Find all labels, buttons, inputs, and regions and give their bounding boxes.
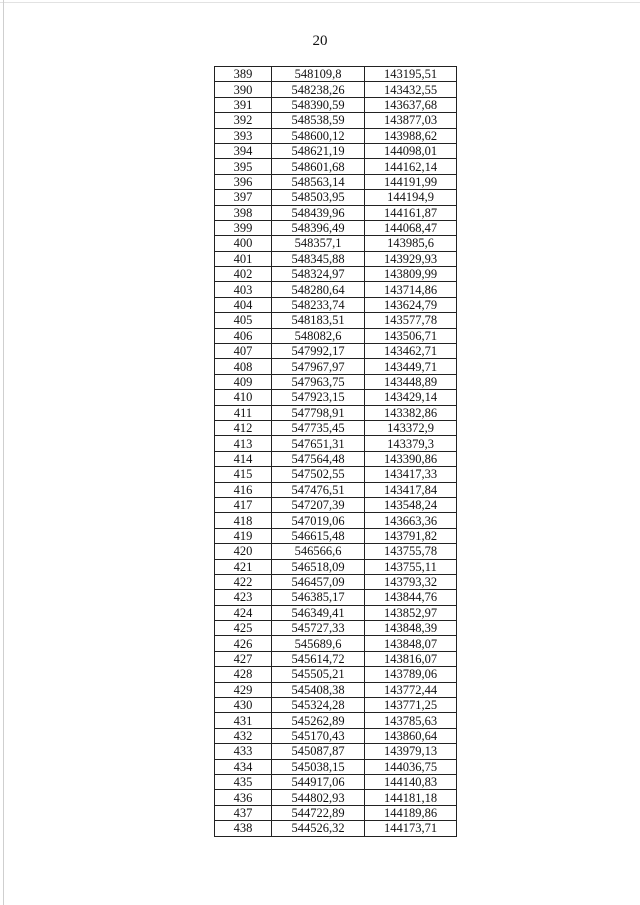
y-coordinate-cell: 143791,82 xyxy=(365,528,457,543)
point-number-cell: 418 xyxy=(215,513,272,528)
table-row xyxy=(215,190,457,205)
point-number-cell: 414 xyxy=(215,451,272,466)
x-coordinate-cell: 548183,51 xyxy=(272,313,365,328)
x-coordinate-cell: 547019,06 xyxy=(272,513,365,528)
point-number-cell: 390 xyxy=(215,82,272,97)
x-coordinate-cell: 548109,8 xyxy=(272,67,365,82)
table-row xyxy=(215,821,457,836)
x-coordinate-cell: 548345,88 xyxy=(272,251,365,266)
table-row xyxy=(215,513,457,528)
table-row xyxy=(215,128,457,143)
point-number-cell: 435 xyxy=(215,774,272,789)
table-row xyxy=(215,113,457,128)
x-coordinate-cell: 545324,28 xyxy=(272,698,365,713)
x-coordinate-cell: 544722,89 xyxy=(272,805,365,820)
point-number-cell: 416 xyxy=(215,482,272,497)
table-row xyxy=(215,574,457,589)
table-row xyxy=(215,467,457,482)
table-row xyxy=(215,482,457,497)
table-row xyxy=(215,236,457,251)
y-coordinate-cell: 143506,71 xyxy=(365,328,457,343)
y-coordinate-cell: 143985,6 xyxy=(365,236,457,251)
table-row xyxy=(215,621,457,636)
y-coordinate-cell: 144098,01 xyxy=(365,143,457,158)
y-coordinate-cell: 144162,14 xyxy=(365,159,457,174)
table-row xyxy=(215,590,457,605)
table-row xyxy=(215,559,457,574)
table-row xyxy=(215,420,457,435)
point-number-cell: 420 xyxy=(215,544,272,559)
point-number-cell: 429 xyxy=(215,682,272,697)
y-coordinate-cell: 143382,86 xyxy=(365,405,457,420)
y-coordinate-cell: 143714,86 xyxy=(365,282,457,297)
table-row xyxy=(215,405,457,420)
table-row xyxy=(215,544,457,559)
point-number-cell: 413 xyxy=(215,436,272,451)
point-number-cell: 423 xyxy=(215,590,272,605)
page-number: 20 xyxy=(312,33,328,49)
point-number-cell: 430 xyxy=(215,698,272,713)
table-row xyxy=(215,436,457,451)
y-coordinate-cell: 143372,9 xyxy=(365,420,457,435)
point-number-cell: 438 xyxy=(215,821,272,836)
x-coordinate-cell: 547476,51 xyxy=(272,482,365,497)
x-coordinate-cell: 548280,64 xyxy=(272,282,365,297)
y-coordinate-cell: 144173,71 xyxy=(365,821,457,836)
y-coordinate-cell: 143432,55 xyxy=(365,82,457,97)
table-row xyxy=(215,774,457,789)
point-number-cell: 415 xyxy=(215,467,272,482)
x-coordinate-cell: 547923,15 xyxy=(272,390,365,405)
point-number-cell: 417 xyxy=(215,497,272,512)
table-row xyxy=(215,744,457,759)
table-row xyxy=(215,67,457,82)
table-row xyxy=(215,790,457,805)
x-coordinate-cell: 545262,89 xyxy=(272,713,365,728)
x-coordinate-cell: 547207,39 xyxy=(272,497,365,512)
y-coordinate-cell: 143929,93 xyxy=(365,251,457,266)
point-number-cell: 402 xyxy=(215,267,272,282)
x-coordinate-cell: 545408,38 xyxy=(272,682,365,697)
point-number-cell: 427 xyxy=(215,651,272,666)
point-number-cell: 421 xyxy=(215,559,272,574)
y-coordinate-cell: 143848,07 xyxy=(365,636,457,651)
x-coordinate-cell: 547963,75 xyxy=(272,374,365,389)
point-number-cell: 409 xyxy=(215,374,272,389)
table-row xyxy=(215,728,457,743)
x-coordinate-cell: 545170,43 xyxy=(272,728,365,743)
y-coordinate-cell: 143195,51 xyxy=(365,67,457,82)
y-coordinate-cell: 143637,68 xyxy=(365,97,457,112)
y-coordinate-cell: 143816,07 xyxy=(365,651,457,666)
x-coordinate-cell: 548621,19 xyxy=(272,143,365,158)
point-number-cell: 431 xyxy=(215,713,272,728)
y-coordinate-cell: 143448,89 xyxy=(365,374,457,389)
point-number-cell: 401 xyxy=(215,251,272,266)
point-number-cell: 392 xyxy=(215,113,272,128)
x-coordinate-cell: 546385,17 xyxy=(272,590,365,605)
x-coordinate-cell: 548396,49 xyxy=(272,220,365,235)
y-coordinate-cell: 144181,18 xyxy=(365,790,457,805)
table-row xyxy=(215,759,457,774)
point-number-cell: 410 xyxy=(215,390,272,405)
y-coordinate-cell: 144036,75 xyxy=(365,759,457,774)
point-number-cell: 399 xyxy=(215,220,272,235)
y-coordinate-cell: 143877,03 xyxy=(365,113,457,128)
x-coordinate-cell: 547502,55 xyxy=(272,467,365,482)
x-coordinate-cell: 548600,12 xyxy=(272,128,365,143)
table-row xyxy=(215,805,457,820)
y-coordinate-cell: 143755,78 xyxy=(365,544,457,559)
y-coordinate-cell: 143548,24 xyxy=(365,497,457,512)
table-row xyxy=(215,143,457,158)
point-number-cell: 433 xyxy=(215,744,272,759)
point-number-cell: 424 xyxy=(215,605,272,620)
point-number-cell: 403 xyxy=(215,282,272,297)
table-row xyxy=(215,313,457,328)
y-coordinate-cell: 144068,47 xyxy=(365,220,457,235)
x-coordinate-cell: 548439,96 xyxy=(272,205,365,220)
table-row xyxy=(215,528,457,543)
y-coordinate-cell: 143429,14 xyxy=(365,390,457,405)
y-coordinate-cell: 143979,13 xyxy=(365,744,457,759)
point-number-cell: 407 xyxy=(215,344,272,359)
y-coordinate-cell: 143772,44 xyxy=(365,682,457,697)
point-number-cell: 425 xyxy=(215,621,272,636)
x-coordinate-cell: 545727,33 xyxy=(272,621,365,636)
table-row xyxy=(215,374,457,389)
x-coordinate-cell: 548563,14 xyxy=(272,174,365,189)
y-coordinate-cell: 143417,84 xyxy=(365,482,457,497)
table-row xyxy=(215,359,457,374)
y-coordinate-cell: 143785,63 xyxy=(365,713,457,728)
y-coordinate-cell: 143449,71 xyxy=(365,359,457,374)
y-coordinate-cell: 143417,33 xyxy=(365,467,457,482)
table-row xyxy=(215,344,457,359)
y-coordinate-cell: 144191,99 xyxy=(365,174,457,189)
y-coordinate-cell: 144140,83 xyxy=(365,774,457,789)
x-coordinate-cell: 548538,59 xyxy=(272,113,365,128)
x-coordinate-cell: 545614,72 xyxy=(272,651,365,666)
table-row xyxy=(215,267,457,282)
table-row xyxy=(215,698,457,713)
point-number-cell: 432 xyxy=(215,728,272,743)
x-coordinate-cell: 547651,31 xyxy=(272,436,365,451)
x-coordinate-cell: 544802,93 xyxy=(272,790,365,805)
point-number-cell: 406 xyxy=(215,328,272,343)
y-coordinate-cell: 144194,9 xyxy=(365,190,457,205)
y-coordinate-cell: 143771,25 xyxy=(365,698,457,713)
y-coordinate-cell: 143793,32 xyxy=(365,574,457,589)
x-coordinate-cell: 548390,59 xyxy=(272,97,365,112)
y-coordinate-cell: 143755,11 xyxy=(365,559,457,574)
point-number-cell: 411 xyxy=(215,405,272,420)
x-coordinate-cell: 548503,95 xyxy=(272,190,365,205)
point-number-cell: 404 xyxy=(215,297,272,312)
table-row xyxy=(215,82,457,97)
point-number-cell: 396 xyxy=(215,174,272,189)
x-coordinate-cell: 545038,15 xyxy=(272,759,365,774)
point-number-cell: 391 xyxy=(215,97,272,112)
x-coordinate-cell: 547992,17 xyxy=(272,344,365,359)
y-coordinate-cell: 143848,39 xyxy=(365,621,457,636)
table-row xyxy=(215,636,457,651)
table-row xyxy=(215,97,457,112)
x-coordinate-cell: 548357,1 xyxy=(272,236,365,251)
point-number-cell: 436 xyxy=(215,790,272,805)
x-coordinate-cell: 547798,91 xyxy=(272,405,365,420)
point-number-cell: 408 xyxy=(215,359,272,374)
table-row xyxy=(215,174,457,189)
y-coordinate-cell: 144161,87 xyxy=(365,205,457,220)
scan-left-edge xyxy=(3,0,4,905)
table-row xyxy=(215,605,457,620)
scan-top-edge xyxy=(0,2,640,3)
x-coordinate-cell: 547564,48 xyxy=(272,451,365,466)
x-coordinate-cell: 545087,87 xyxy=(272,744,365,759)
point-number-cell: 397 xyxy=(215,190,272,205)
x-coordinate-cell: 547967,97 xyxy=(272,359,365,374)
point-number-cell: 394 xyxy=(215,143,272,158)
y-coordinate-cell: 144189,86 xyxy=(365,805,457,820)
y-coordinate-cell: 143860,64 xyxy=(365,728,457,743)
table-row xyxy=(215,651,457,666)
table-row xyxy=(215,497,457,512)
table-row xyxy=(215,451,457,466)
point-number-cell: 437 xyxy=(215,805,272,820)
table-row xyxy=(215,682,457,697)
table-row xyxy=(215,328,457,343)
y-coordinate-cell: 143809,99 xyxy=(365,267,457,282)
x-coordinate-cell: 544526,32 xyxy=(272,821,365,836)
x-coordinate-cell: 546457,09 xyxy=(272,574,365,589)
x-coordinate-cell: 546349,41 xyxy=(272,605,365,620)
point-number-cell: 398 xyxy=(215,205,272,220)
y-coordinate-cell: 143462,71 xyxy=(365,344,457,359)
y-coordinate-cell: 143988,62 xyxy=(365,128,457,143)
table-row xyxy=(215,220,457,235)
x-coordinate-cell: 548082,6 xyxy=(272,328,365,343)
point-number-cell: 422 xyxy=(215,574,272,589)
point-number-cell: 434 xyxy=(215,759,272,774)
y-coordinate-cell: 143577,78 xyxy=(365,313,457,328)
x-coordinate-cell: 546518,09 xyxy=(272,559,365,574)
point-number-cell: 412 xyxy=(215,420,272,435)
table-row xyxy=(215,713,457,728)
x-coordinate-cell: 548324,97 xyxy=(272,267,365,282)
table-row xyxy=(215,282,457,297)
y-coordinate-cell: 143379,3 xyxy=(365,436,457,451)
point-number-cell: 426 xyxy=(215,636,272,651)
table-row xyxy=(215,251,457,266)
x-coordinate-cell: 548233,74 xyxy=(272,297,365,312)
x-coordinate-cell: 546615,48 xyxy=(272,528,365,543)
x-coordinate-cell: 547735,45 xyxy=(272,420,365,435)
point-number-cell: 419 xyxy=(215,528,272,543)
coordinates-table-body xyxy=(215,67,457,837)
y-coordinate-cell: 143624,79 xyxy=(365,297,457,312)
y-coordinate-cell: 143390,86 xyxy=(365,451,457,466)
y-coordinate-cell: 143789,06 xyxy=(365,667,457,682)
x-coordinate-cell: 546566,6 xyxy=(272,544,365,559)
point-number-cell: 428 xyxy=(215,667,272,682)
table-row xyxy=(215,297,457,312)
point-number-cell: 395 xyxy=(215,159,272,174)
y-coordinate-cell: 143852,97 xyxy=(365,605,457,620)
table-row xyxy=(215,205,457,220)
table-row xyxy=(215,667,457,682)
table-row xyxy=(215,159,457,174)
y-coordinate-cell: 143663,36 xyxy=(365,513,457,528)
point-number-cell: 389 xyxy=(215,67,272,82)
point-number-cell: 405 xyxy=(215,313,272,328)
x-coordinate-cell: 548238,26 xyxy=(272,82,365,97)
x-coordinate-cell: 545505,21 xyxy=(272,667,365,682)
x-coordinate-cell: 548601,68 xyxy=(272,159,365,174)
x-coordinate-cell: 544917,06 xyxy=(272,774,365,789)
y-coordinate-cell: 143844,76 xyxy=(365,590,457,605)
x-coordinate-cell: 545689,6 xyxy=(272,636,365,651)
table-row xyxy=(215,390,457,405)
point-number-cell: 393 xyxy=(215,128,272,143)
point-number-cell: 400 xyxy=(215,236,272,251)
coordinates-table xyxy=(214,66,457,837)
